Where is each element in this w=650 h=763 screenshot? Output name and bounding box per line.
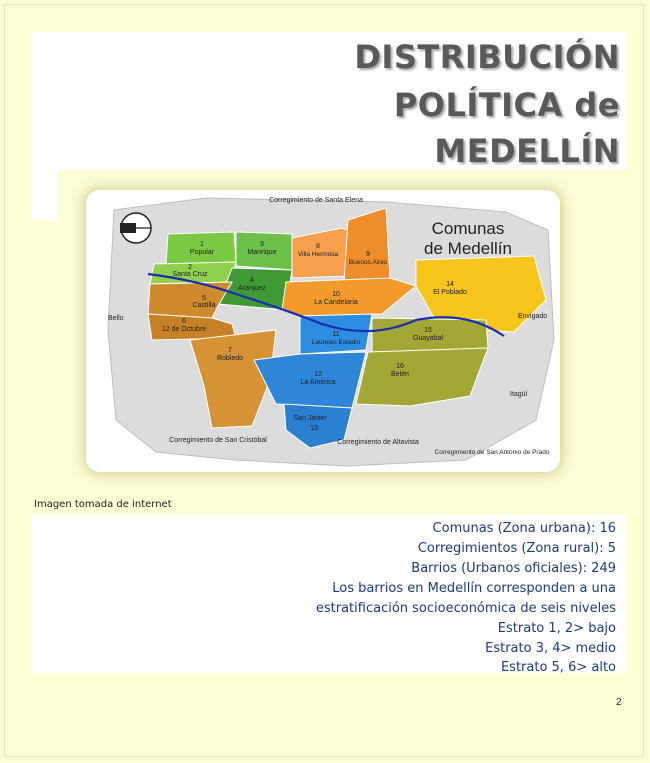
- title-notch: [32, 170, 58, 220]
- comuna-6-number: 6: [182, 318, 186, 325]
- comuna-5-number: 5: [202, 295, 206, 302]
- title-line-3: MEDELLÍN: [434, 132, 620, 170]
- corregimiento-san-antonio: Corregimiento de San Antonio de Prado: [434, 449, 550, 456]
- comuna-15-number: 15: [424, 327, 432, 334]
- info-comunas: Comunas (Zona urbana): 16: [432, 521, 616, 536]
- comuna-11-number: 11: [332, 331, 340, 338]
- title-line-2: POLÍTICA de: [393, 86, 620, 124]
- corregimiento-altavista: Corregimiento de Altavista: [337, 439, 419, 446]
- comuna-15-name: Guayabal: [413, 335, 443, 342]
- corregimiento-santa-elena: Corregimiento de Santa Elena: [269, 197, 363, 204]
- corregimiento-san-cristobal: Corregimiento de San Cristóbal: [169, 437, 267, 444]
- map-heading-line-2: de Medellín: [424, 239, 512, 258]
- comuna-11-name: Laureles Estadio: [311, 339, 361, 346]
- comuna-3-number: 3: [260, 241, 264, 248]
- medellin-map: [86, 190, 560, 472]
- comuna-9-number: 9: [366, 251, 370, 258]
- comuna-14-name: El Poblado: [433, 289, 467, 296]
- comuna-12-name: La América: [300, 379, 336, 386]
- comuna-9: [344, 208, 390, 288]
- title-line-1: DISTRIBUCIÓN: [354, 38, 620, 76]
- neighbor-bello: Bello: [108, 315, 124, 322]
- comuna-4-name: Aranjuez: [238, 285, 266, 292]
- map-heading-line-1: Comunas: [431, 219, 505, 238]
- comuna-1-number: 1: [200, 241, 204, 248]
- comuna-1-name: Popular: [189, 249, 215, 256]
- comuna-8-number: 8: [316, 243, 320, 250]
- comuna-14-number: 14: [446, 281, 454, 288]
- comuna-13-name: San Javier: [293, 415, 327, 422]
- image-caption: Imagen tomada de internet: [34, 499, 172, 510]
- comuna-16-name: Belén: [391, 371, 409, 378]
- comuna-16-number: 16: [396, 363, 404, 370]
- info-estratificacion-1: Los barrios en Medellín corresponden a una: [332, 581, 616, 596]
- map-svg: [86, 190, 560, 472]
- comuna-1: [166, 232, 236, 264]
- comuna-4-number: 4: [250, 277, 254, 284]
- comuna-12-number: 12: [314, 371, 322, 378]
- info-estrato-alto: Estrato 5, 6> alto: [500, 660, 616, 675]
- comuna-8-name: Villa Hermosa: [297, 251, 339, 258]
- comuna-10-number: 10: [332, 291, 340, 298]
- comuna-7-name: Robledo: [216, 355, 244, 362]
- page-number: 2: [616, 697, 622, 708]
- comuna-13-number: 13: [310, 425, 318, 432]
- neighbor-envigado: Envigado: [518, 313, 548, 320]
- comuna-7-number: 7: [228, 347, 232, 354]
- info-estrato-bajo: Estrato 1, 2> bajo: [497, 621, 616, 636]
- comuna-10-name: La Candelaria: [314, 299, 358, 306]
- comuna-2-number: 2: [188, 264, 192, 271]
- comuna-5-name: Castilla: [192, 302, 216, 309]
- comuna-9-name: Buenos Aires: [348, 259, 388, 266]
- info-barrios: Barrios (Urbanos oficiales): 249: [411, 561, 616, 576]
- info-estratificacion-2: estratificación socioeconómica de seis niveles: [315, 601, 616, 616]
- comuna-2-name: Santa Cruz: [172, 271, 208, 278]
- comuna-3-name: Manrique: [247, 249, 277, 256]
- compass-icon: [120, 213, 151, 243]
- neighbor-itagui: Itagüí: [510, 391, 528, 398]
- info-corregimientos: Corregimientos (Zona rural): 5: [417, 541, 616, 556]
- comuna-6-name: 12 de Octubre: [161, 326, 207, 333]
- info-estrato-medio: Estrato 3, 4> medio: [485, 641, 616, 656]
